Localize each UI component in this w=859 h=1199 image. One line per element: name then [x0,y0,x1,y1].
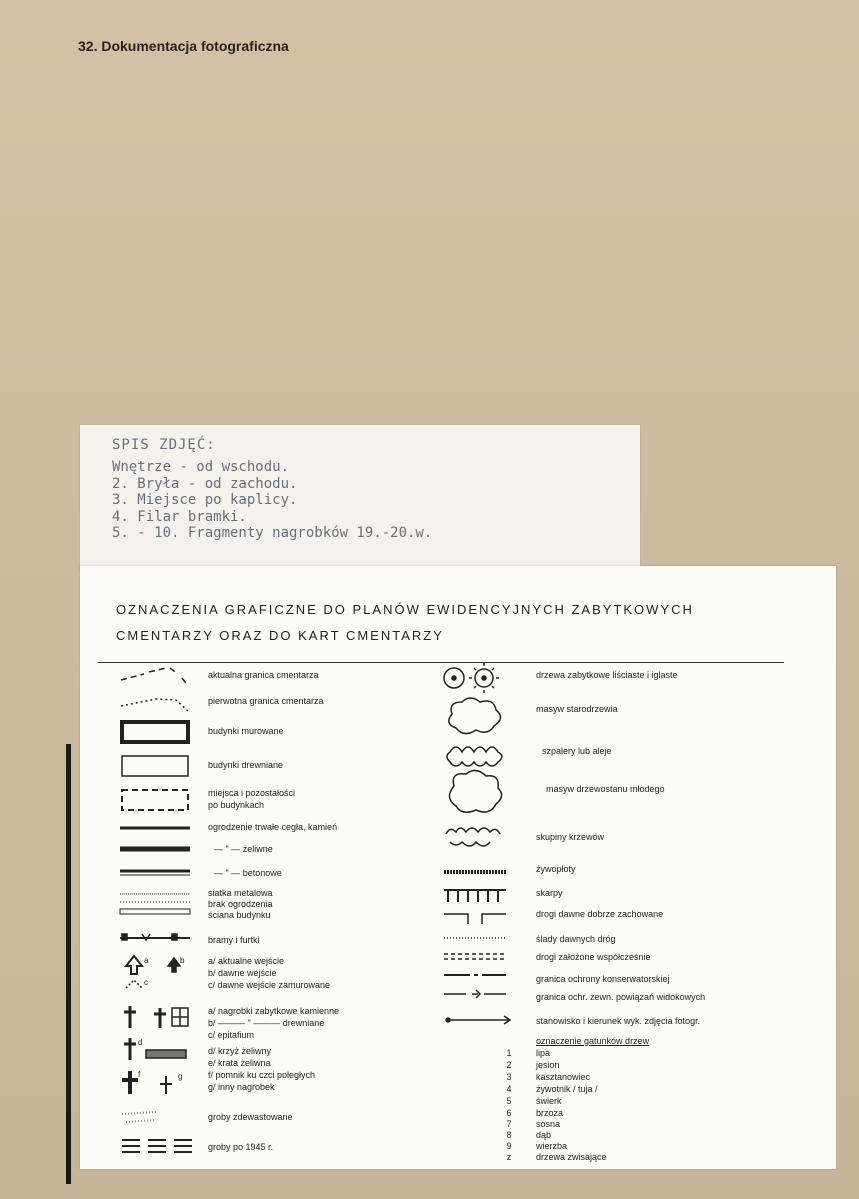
species-number: 4 [506,1084,512,1094]
species-number: 6 [506,1108,512,1118]
list-item: 4. Filar bramki. [112,508,247,525]
right-symbols-icon [440,662,540,1032]
legend-label: ściana budynku [208,910,271,920]
species-number: 9 [506,1141,512,1151]
legend-label: po budynkach [208,800,265,810]
species-number: z [506,1152,512,1162]
binding-edge-bar [66,744,71,1184]
list-item: 5. - 10. Fragmenty nagrobków 19.-20.w. [112,525,433,541]
symbol-letter-c: c [144,978,148,987]
legend-label: skarpy [536,888,563,898]
species-number: 5 [506,1096,512,1106]
legend-label: masyw starodrzewia [536,704,618,714]
species-number: 3 [506,1072,512,1082]
legend-label: d/ krzyż żeliwny [208,1046,272,1056]
legend-label: brak ogrodzenia [208,899,273,909]
list-item: 2. Bryła - od zachodu. [112,475,298,492]
legend-label: aktualna granica cmentarza [208,670,319,680]
legend-label: miejsca i pozostałości [208,788,296,798]
legend-label: a/ nagrobki zabytkowe kamienne [208,1006,340,1016]
list-item: Wnętrze - od wschodu. [112,459,290,475]
symbol-letter-d: d [138,1038,143,1047]
legend-label: bramy i furtki [208,935,260,945]
legend-label: budynki murowane [208,726,284,736]
legend-label: drogi założone współcześnie [536,952,651,962]
species-number: 7 [506,1119,512,1129]
legend-label: e/ krata żeliwna [208,1058,271,1068]
legend-label: g/ inny nagrobek [208,1082,275,1092]
legend-label: — " — żeliwne [214,844,273,854]
legend-label: granica ochrony konserwatorskiej [536,974,670,984]
species-name: brzoza [536,1108,564,1118]
photo-list-heading: SPIS ZDJĘĆ: [112,437,216,453]
species-name: dąb [536,1130,552,1140]
legend-label: siatka metalowa [208,888,273,898]
legend-label: drogi dawne dobrze zachowane [536,909,664,919]
species-name: lipa [536,1048,551,1058]
species-name: jesion [536,1060,560,1070]
legend-label: ślady dawnych dróg [536,934,616,944]
list-item: 3. Miejsce po kaplicy. [112,492,298,508]
species-heading: oznaczenie gatunków drzew [536,1036,650,1046]
species-name: kasztanowiec [536,1072,591,1082]
legend-label: masyw drzewostanu młodego [546,784,665,794]
legend-label: żywopłoty [536,864,576,874]
legend-label: b/ ——— " ——— drewniane [208,1018,325,1028]
species-number: 1 [506,1048,512,1058]
legend-label: skupiny krzewów [536,832,605,842]
legend-label: stanowisko i kierunek wyk. zdjęcia fotogr. [536,1016,701,1026]
species-number: 8 [506,1130,512,1140]
legend-label: b/ dawne wejście [208,968,277,978]
legend-title-line-2: CMENTARZY ORAZ DO KART CMENTARZY [116,628,444,643]
photo-list-card [80,425,640,573]
species-name: drzewa zwisające [536,1152,607,1162]
legend-label: ogrodzenie trwałe cegła, kamień [208,822,338,832]
left-symbols-icon [116,666,216,1166]
species-name: świerk [536,1096,562,1106]
legend-label: c/ dawne wejście zamurowane [208,980,331,990]
legend-label: f/ pomnik ku czci poległych [208,1070,316,1080]
symbol-letter-b: b [180,956,185,965]
legend-label: drzewa zabytkowe liściaste i iglaste [536,670,678,680]
species-name: sosna [536,1119,561,1129]
legend-label: budynki drewniane [208,760,284,770]
legend-label: szpalery lub aleje [542,746,612,756]
photo-list [112,459,432,542]
legend-label: groby zdewastowane [208,1112,293,1122]
symbol-letter-f: f [138,1070,141,1079]
legend-title-line-1: OZNACZENIA GRAFICZNE DO PLANÓW EWIDENCYJNYCH ZABYTKOWYCH [116,602,694,617]
legend-label: pierwotna granica cmentarza [208,696,324,706]
section-title: 32. Dokumentacja fotograficzna [78,38,289,54]
legend-label: groby po 1945 r. [208,1142,274,1152]
species-name: żywotnik / tuja / [536,1084,598,1094]
legend-label: granica ochr. zewn. powiązań widokowych [536,992,706,1002]
legend-sheet [80,566,836,1169]
species-name: wierzba [536,1141,568,1151]
legend-label: a/ aktualne wejście [208,956,285,966]
species-number: 2 [506,1060,512,1070]
symbol-letter-g: g [178,1072,183,1081]
legend-label: c/ epitafium [208,1030,255,1040]
legend-label: — " — betonowe [214,868,282,878]
symbol-letter-a: a [144,956,149,965]
